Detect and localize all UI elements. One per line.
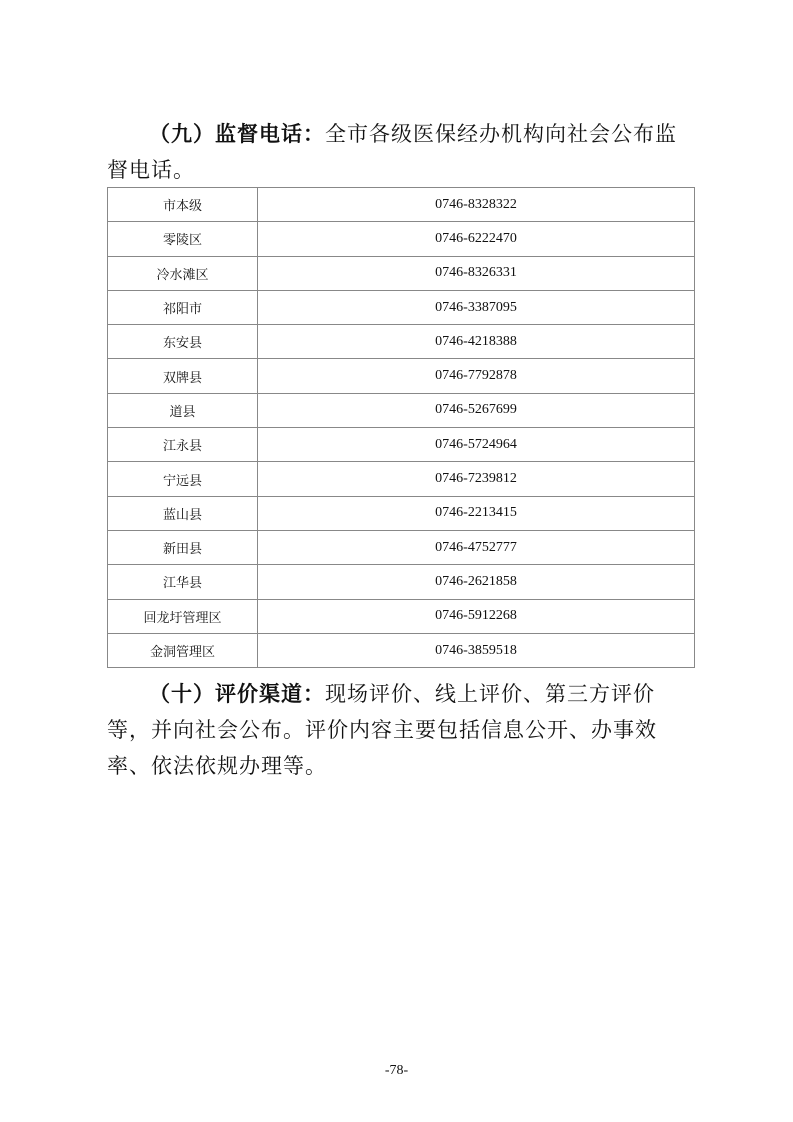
- district-name-cell: 江华县: [108, 565, 258, 599]
- district-name-cell: 东安县: [108, 325, 258, 359]
- table-row: [108, 496, 695, 530]
- phone-number-cell: 0746-3859518: [258, 633, 695, 667]
- district-name-cell: 新田县: [108, 530, 258, 564]
- phone-number-cell: 0746-6222470: [258, 222, 695, 256]
- table-row: [108, 325, 695, 359]
- section-9-paragraph: [107, 116, 695, 188]
- table-row: [108, 599, 695, 633]
- phone-table-body: [108, 188, 695, 668]
- phone-number-cell: 0746-3387095: [258, 290, 695, 324]
- table-row: [108, 428, 695, 462]
- phone-number-cell: 0746-5724964: [258, 428, 695, 462]
- district-name-cell: 江永县: [108, 428, 258, 462]
- section-10-paragraph: [107, 676, 695, 784]
- table-row: [108, 633, 695, 667]
- section-9-heading: （九）监督电话：: [149, 121, 325, 146]
- phone-number-cell: 0746-8328322: [258, 188, 695, 222]
- district-name-cell: 蓝山县: [108, 496, 258, 530]
- district-name-cell: 祁阳市: [108, 290, 258, 324]
- table-row: [108, 359, 695, 393]
- table-row: [108, 393, 695, 427]
- table-row: [108, 462, 695, 496]
- supervision-phone-table: [107, 187, 695, 668]
- phone-number-cell: 0746-2213415: [258, 496, 695, 530]
- district-name-cell: 金洞管理区: [108, 633, 258, 667]
- section-10-heading: （十）评价渠道：: [149, 681, 325, 706]
- district-name-cell: 回龙圩管理区: [108, 599, 258, 633]
- table-row: [108, 222, 695, 256]
- district-name-cell: 双牌县: [108, 359, 258, 393]
- section-10-text: 现场评价、线上评价、第三方评价等，并向社会公布。评价内容主要包括信息公开、办事效率、依法依规办理等。: [107, 682, 657, 778]
- phone-number-cell: 0746-4218388: [258, 325, 695, 359]
- table-row: [108, 256, 695, 290]
- district-name-cell: 宁远县: [108, 462, 258, 496]
- table-row: [108, 530, 695, 564]
- table-row: [108, 188, 695, 222]
- district-name-cell: 零陵区: [108, 222, 258, 256]
- phone-number-cell: 0746-5267699: [258, 393, 695, 427]
- phone-number-cell: 0746-4752777: [258, 530, 695, 564]
- phone-number-cell: 0746-7239812: [258, 462, 695, 496]
- district-name-cell: 市本级: [108, 188, 258, 222]
- section-9-text: 全市各级医保经办机构向社会公布监督电话。: [107, 122, 677, 182]
- phone-number-cell: 0746-5912268: [258, 599, 695, 633]
- phone-number-cell: 0746-8326331: [258, 256, 695, 290]
- district-name-cell: 道县: [108, 393, 258, 427]
- phone-number-cell: 0746-7792878: [258, 359, 695, 393]
- table-row: [108, 565, 695, 599]
- page-number: -78-: [384, 1063, 409, 1078]
- district-name-cell: 冷水滩区: [108, 256, 258, 290]
- phone-number-cell: 0746-2621858: [258, 565, 695, 599]
- table-row: [108, 290, 695, 324]
